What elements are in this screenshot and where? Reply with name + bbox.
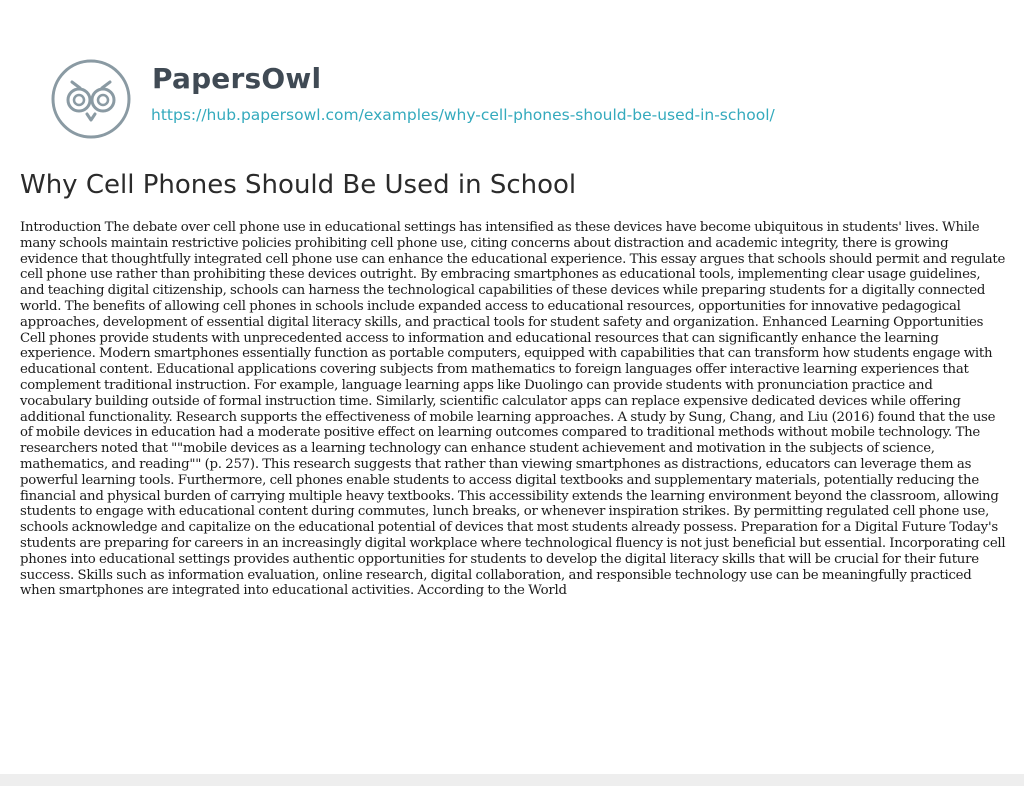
brand-header bbox=[50, 50, 950, 140]
essay-title: Why Cell Phones Should Be Used in School bbox=[20, 170, 577, 200]
owl-logo-icon bbox=[50, 58, 132, 140]
essay-body-text: Introduction The debate over cell phone use in educational settings has intensified as these devices have become ubiquitous in students' lives. While many schools maintain restrictive policies prohibiting cell phone use, citing concerns about distraction and academic integrity, there is growing evidence that thoughtfully integrated cell phone use can enhance the educational experience. This essay argues that schools should permit and regulate cell phone use rather than prohibiting these devices outright. By embracing smartphones as educational tools, implementing clear usage guidelines, and teaching digital citizenship, schools can harness the technological capabilities of these devices while preparing students for a digitally connected world. The benefits of allowing cell phones in schools include expanded access to educational resources, opportunities for innovative pedagogical approaches, development of essential digital literacy skills, and practical tools for student safety and organization. Enhanced Learning Opportunities Cell phones provide students with unprecedented access to information and educational resources that can significantly enhance the learning experience. Modern smartphones essentially function as portable computers, equipped with capabilities that can transform how students engage with educational content. Educational applications covering subjects from mathematics to foreign languages offer interactive learning experiences that complement traditional instruction. For example, language learning apps like Duolingo can provide students with pronunciation practice and vocabulary building outside of formal instruction time. Similarly, scientific calculator apps can replace expensive dedicated devices while offering additional functionality. Research supports the effectiveness of mobile learning approaches. A study by Sung, Chang, and Liu (2016) found that the use of mobile devices in education had a moderate positive effect on learning outcomes compared to traditional methods without mobile technology. The researchers noted that ""mobile devices as a learning technology can enhance student achievement and motivation in the subjects of science, mathematics, and reading"" (p. 257). This research suggests that rather than viewing smartphones as distractions, educators can leverage them as powerful learning tools. Furthermore, cell phones enable students to access digital textbooks and supplementary materials, potentially reducing the financial and physical burden of carrying multiple heavy textbooks. This accessibility extends the learning environment beyond the classroom, allowing students to engage with educational content during commutes, lunch breaks, or whenever inspiration strikes. By permitting regulated cell phone use, schools acknowledge and capitalize on the educational potential of devices that most students already possess. Preparation for a Digital Future Today's students are preparing for careers in an increasingly digital workplace where technological fluency is not just beneficial but essential. Incorporating cell phones into educational settings provides authentic opportunities for students to develop the digital literacy skills that will be crucial for their future success. Skills such as information evaluation, online research, digital collaboration, and responsible technology use can be meaningfully practiced when smartphones are integrated into educational activities. According to the World bbox=[20, 220, 1006, 599]
brand-name: PapersOwl bbox=[152, 62, 322, 95]
source-url-link[interactable]: https://hub.papersowl.com/examples/why-cell-phones-should-be-used-in-school/ bbox=[151, 106, 775, 124]
